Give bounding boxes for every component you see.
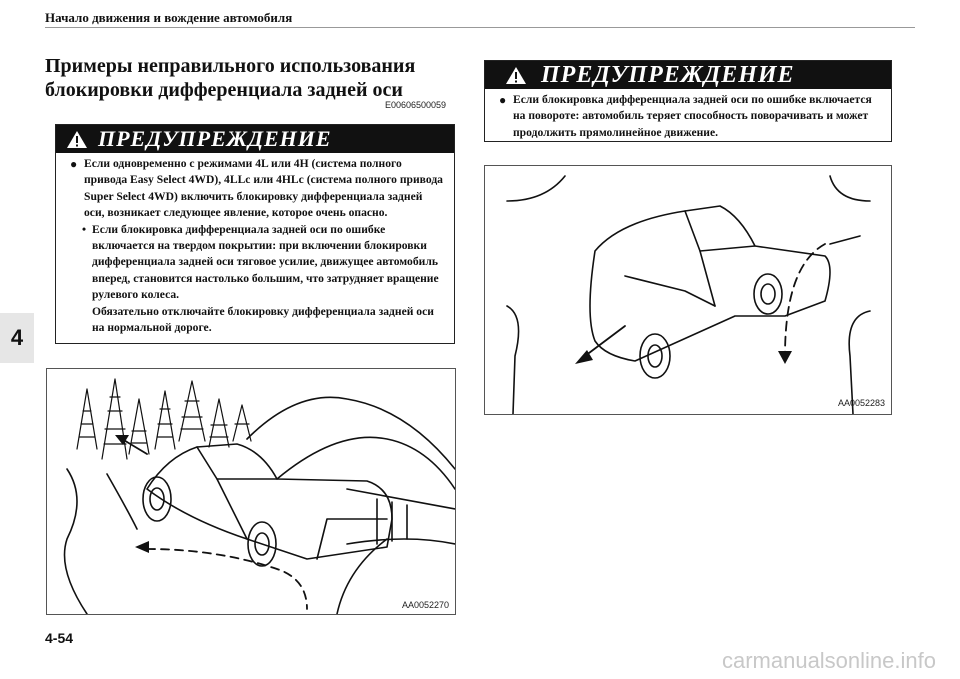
- warning-sub-bullet: [70, 222, 444, 337]
- warning-bullet: [70, 156, 444, 222]
- page-number: 4-54: [45, 630, 74, 646]
- warning-box-left: [55, 124, 455, 344]
- chapter-tab: [0, 313, 34, 363]
- warning-header: [485, 61, 891, 89]
- bullet-dot-icon: ●: [499, 93, 507, 107]
- watermark: carmanualsonline.info: [721, 648, 936, 673]
- warning-bullet-text: Если одновременно с режимами 4L или 4H (система полного привода Easy Select 4WD), 4LLc или 4HLc (система полного привода Super Select 4WD) включить блокировку дифференциала задней оси, возникает следующее явление, которое очень опасно.: [84, 157, 443, 220]
- illustration-code: AA0052270: [401, 600, 449, 610]
- warning-bullet: [499, 92, 881, 141]
- pickup-at-turn-drawing: [485, 166, 891, 414]
- warning-box-right: [484, 60, 892, 142]
- illustration-code: AA0052283: [837, 398, 885, 408]
- illustration-left: [46, 368, 456, 615]
- section-title: Примеры неправильного использования блокировки дифференциала задней оси: [45, 55, 416, 101]
- warning-header: [56, 125, 454, 153]
- warning-body: [56, 153, 454, 340]
- warning-title: ПРЕДУПРЕЖДЕНИЕ: [98, 126, 332, 151]
- pickup-on-hill-drawing: [47, 369, 455, 614]
- warning-triangle-icon: [66, 130, 88, 149]
- running-header: Начало движения и вождение автомобиля: [45, 10, 293, 25]
- warning-sub-note: Обязательно отключайте блокировку дифференциала задней оси на нормальной дороге.: [92, 304, 434, 335]
- sub-bullet-dot-icon: •: [82, 222, 87, 236]
- chapter-tab-label: 4: [10, 325, 24, 350]
- warning-bullet-text: Если блокировка дифференциала задней оси по ошибке включается на повороте: автомобиль теряет способность поворачивать и может продолжить прямолинейное движение.: [513, 93, 872, 139]
- warning-body: [485, 89, 891, 145]
- bullet-dot-icon: ●: [70, 157, 78, 171]
- section-code: E00606500059: [385, 100, 447, 110]
- warning-sub-bullet-text: Если блокировка дифференциала задней оси по ошибке включается на твердом покрытии: при включении блокировки дифференциала задней оси тяговое усилие, движущее автомобиль вперед, становится настолько большим, что затрудняет вращение рулевого колеса.: [92, 222, 439, 302]
- warning-title: ПРЕДУПРЕЖДЕНИЕ: [541, 61, 795, 88]
- warning-triangle-icon: [505, 66, 527, 85]
- header-rule: [45, 27, 915, 28]
- illustration-right: [484, 165, 892, 415]
